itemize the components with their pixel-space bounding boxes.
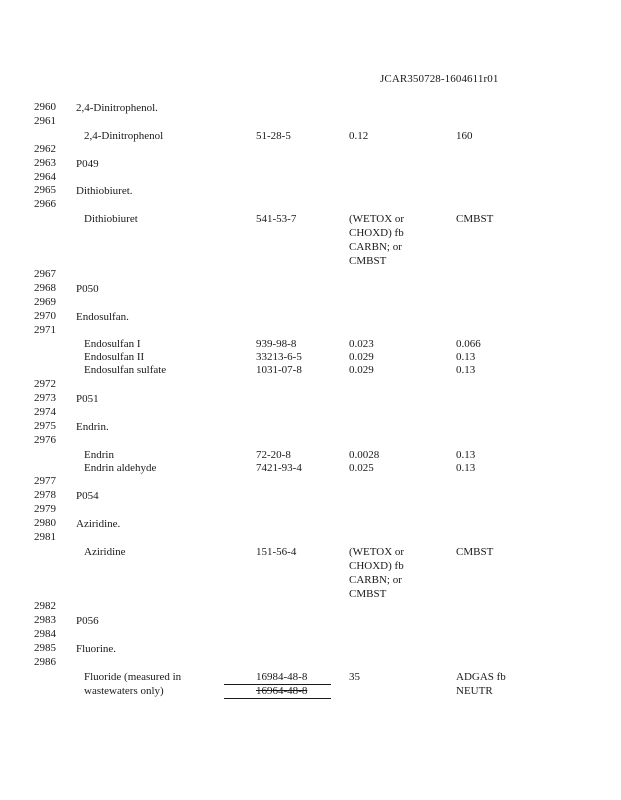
wastewater-standard: CMBST: [349, 255, 387, 267]
cas-number: 72-20-8: [256, 449, 291, 461]
line-number: 2967: [34, 268, 56, 280]
nonwastewater-standard: 160: [456, 130, 473, 142]
line-number: 2982: [34, 600, 56, 612]
wastewater-standard: 35: [349, 671, 360, 683]
waste-code: P054: [76, 490, 99, 502]
line-number: 2960: [34, 101, 56, 113]
line-number: 2966: [34, 198, 56, 210]
wastewater-standard: 0.12: [349, 130, 369, 142]
line-number: 2979: [34, 503, 56, 515]
line-number: 2974: [34, 406, 56, 418]
cas-number: 1031-07-8: [256, 364, 302, 376]
constituent-name: Aziridine: [84, 546, 126, 558]
wastewater-standard: 0.029: [349, 364, 374, 376]
nonwastewater-standard: CMBST: [456, 546, 494, 558]
line-number: 2962: [34, 143, 56, 155]
line-number: 2975: [34, 420, 56, 432]
line-number: 2961: [34, 115, 56, 127]
line-number: 2981: [34, 531, 56, 543]
wastewater-standard: CARBN; or: [349, 574, 402, 586]
line-number: 2971: [34, 324, 56, 336]
wastewater-standard: CARBN; or: [349, 241, 402, 253]
line-number: 2970: [34, 310, 56, 322]
waste-code: P056: [76, 615, 99, 627]
cas-number: 151-56-4: [256, 546, 297, 558]
line-number: 2973: [34, 392, 56, 404]
constituent-name: Fluoride (measured in: [84, 671, 182, 683]
cas-number: 541-53-7: [256, 213, 297, 225]
line-number: 2968: [34, 282, 56, 294]
constituent-name: Endrin aldehyde: [84, 462, 157, 474]
section-heading: Aziridine.: [76, 518, 121, 530]
line-number: 2964: [34, 171, 56, 183]
line-number: 2984: [34, 628, 56, 640]
wastewater-standard: 0.029: [349, 351, 374, 363]
line-number: 2986: [34, 656, 56, 668]
wastewater-standard: 0.023: [349, 338, 374, 350]
constituent-name: Endrin: [84, 449, 114, 461]
constituent-name: Dithiobiuret: [84, 213, 138, 225]
constituent-name: Endosulfan II: [84, 351, 145, 363]
cas-number: 7421-93-4: [256, 462, 302, 474]
line-number: 2963: [34, 157, 56, 169]
line-number: 2978: [34, 489, 56, 501]
wastewater-standard: 0.0028: [349, 449, 380, 461]
document-header: JCAR350728-1604611r01: [380, 73, 499, 85]
wastewater-standard: CMBST: [349, 588, 387, 600]
section-heading: Endrin.: [76, 421, 109, 433]
line-number: 2969: [34, 296, 56, 308]
section-heading: Fluorine.: [76, 643, 117, 655]
line-number: 2985: [34, 642, 56, 654]
section-heading: Dithiobiuret.: [76, 185, 133, 197]
line-number: 2976: [34, 434, 56, 446]
line-number: 2972: [34, 378, 56, 390]
underline-rule: [224, 698, 331, 699]
cas-number-struck: 16964-48-8: [256, 685, 308, 697]
line-number: 2983: [34, 614, 56, 626]
cas-number-new: 16984-48-8: [256, 671, 308, 683]
constituent-name: 2,4-Dinitrophenol: [84, 130, 164, 142]
constituent-name: Endosulfan I: [84, 338, 141, 350]
section-heading: 2,4-Dinitrophenol.: [76, 102, 158, 114]
waste-code: P049: [76, 158, 99, 170]
wastewater-standard: (WETOX or: [349, 546, 405, 558]
wastewater-standard: 0.025: [349, 462, 374, 474]
nonwastewater-standard: 0.13: [456, 364, 476, 376]
nonwastewater-standard: NEUTR: [456, 685, 493, 697]
nonwastewater-standard: ADGAS fb: [456, 671, 506, 683]
constituent-name: wastewaters only): [84, 685, 164, 697]
line-number: 2965: [34, 184, 56, 196]
cas-number: 51-28-5: [256, 130, 291, 142]
nonwastewater-standard: 0.13: [456, 462, 476, 474]
constituent-name: Endosulfan sulfate: [84, 364, 167, 376]
nonwastewater-standard: 0.13: [456, 449, 476, 461]
wastewater-standard: CHOXD) fb: [349, 227, 404, 239]
nonwastewater-standard: CMBST: [456, 213, 494, 225]
wastewater-standard: (WETOX or: [349, 213, 405, 225]
cas-number: 33213-6-5: [256, 351, 302, 363]
waste-code: P050: [76, 283, 99, 295]
line-number: 2977: [34, 475, 56, 487]
section-heading: Endosulfan.: [76, 311, 129, 323]
line-number: 2980: [34, 517, 56, 529]
waste-code: P051: [76, 393, 99, 405]
nonwastewater-standard: 0.066: [456, 338, 481, 350]
nonwastewater-standard: 0.13: [456, 351, 476, 363]
wastewater-standard: CHOXD) fb: [349, 560, 404, 572]
cas-number: 939-98-8: [256, 338, 297, 350]
